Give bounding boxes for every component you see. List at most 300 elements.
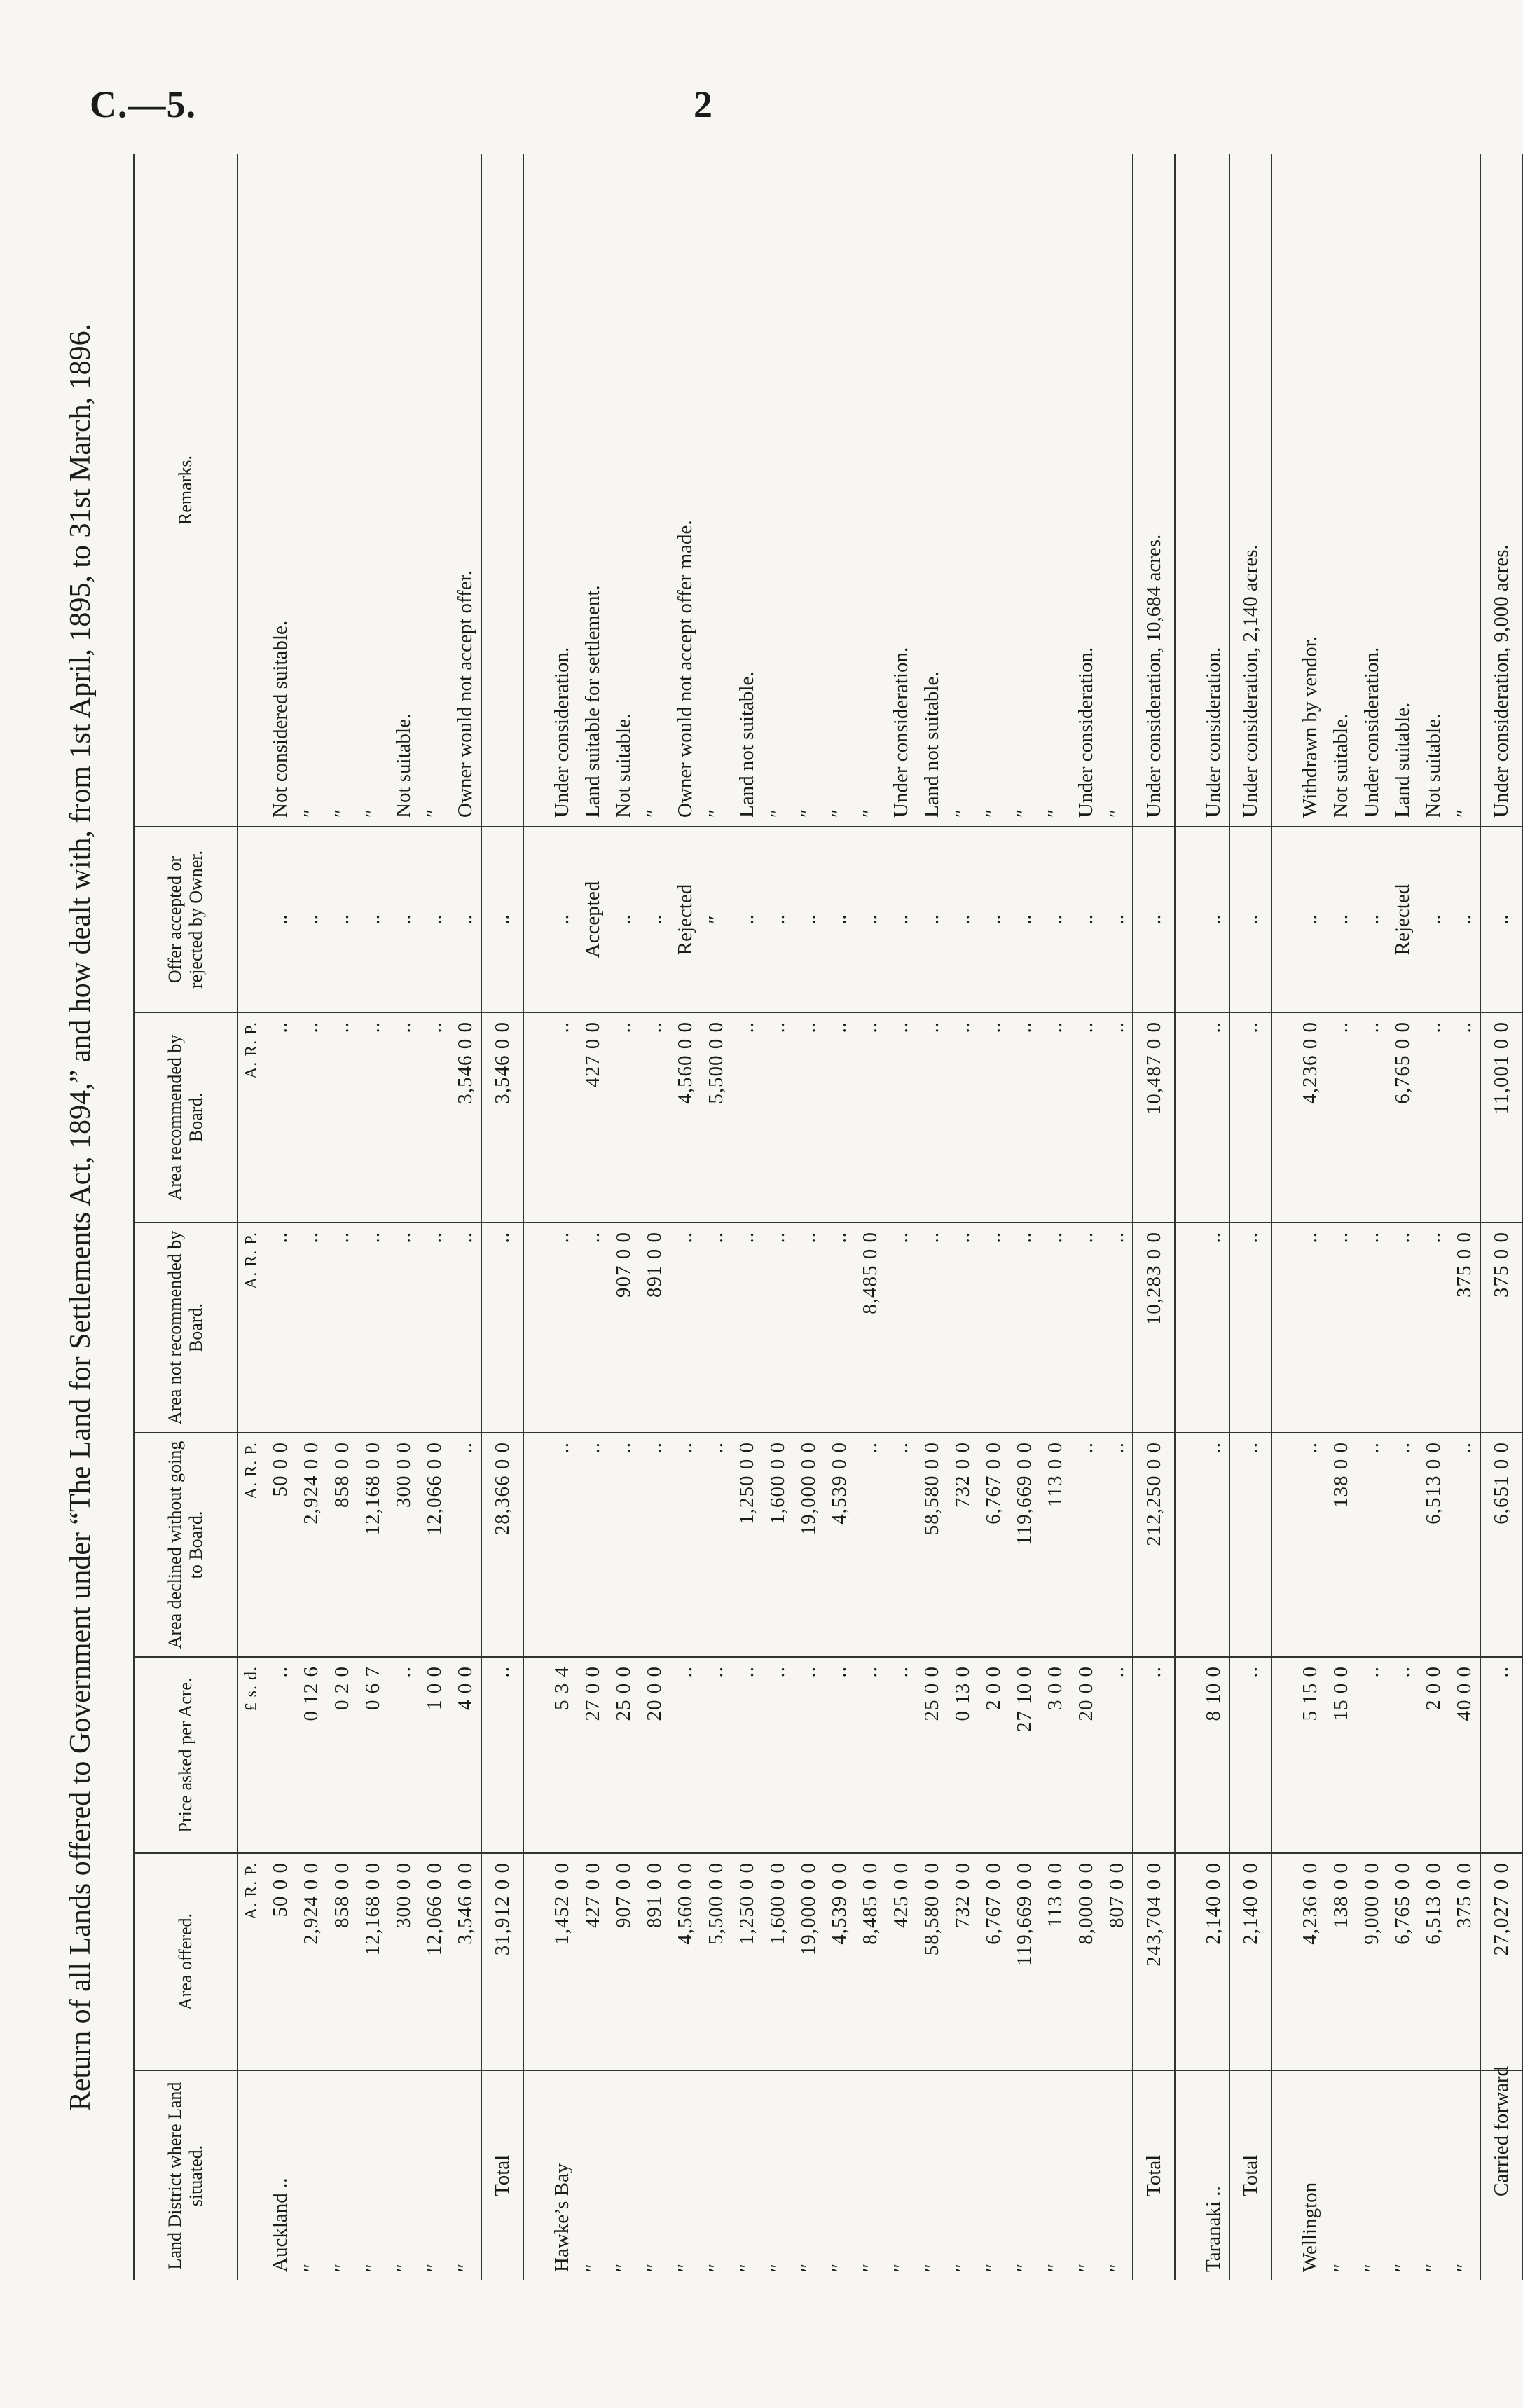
area-recommended-cell: .. — [1009, 1012, 1040, 1223]
price-cell: .. — [388, 1657, 419, 1853]
area-offered-cell: 300 0 0 — [388, 1853, 419, 2070]
table-row — [1070, 154, 1101, 2280]
spacer-cell — [1175, 2070, 1198, 2280]
area-recommended-cell: .. — [357, 1012, 388, 1223]
area-declined-cell: 28,366 0 0 — [481, 1433, 523, 1657]
spacer-cell — [1175, 1657, 1198, 1853]
offer-status-cell: .. — [1295, 827, 1325, 1012]
offer-status-cell: .. — [1480, 827, 1522, 1012]
area-recommended-cell: .. — [1229, 1012, 1272, 1223]
spacer-cell — [1175, 827, 1198, 1012]
area-declined-cell: 19,000 0 0 — [793, 1433, 824, 1657]
area-offered-cell: 50 0 0 — [265, 1853, 296, 2070]
area-recommended-cell: .. — [388, 1012, 419, 1223]
area-recommended-cell: .. — [824, 1012, 855, 1223]
area-declined-cell: .. — [1198, 1433, 1229, 1657]
area-recommended-cell: .. — [855, 1012, 885, 1223]
area-offered-cell: 2,140 0 0 — [1198, 1853, 1229, 2070]
offer-status-cell: Rejected — [1387, 827, 1418, 1012]
units-cell: A. R. P. — [237, 1012, 265, 1223]
district-cell: ″ — [1012, 2263, 1035, 2272]
district-cell: ″ — [330, 2263, 353, 2272]
remarks-cell: Under consideration. — [1198, 154, 1229, 827]
price-cell: 2 0 0 — [978, 1657, 1009, 1853]
offer-status-cell: .. — [1449, 827, 1480, 1012]
area-not-recommended-cell: .. — [978, 1223, 1009, 1433]
district-cell: ″ — [797, 2263, 820, 2272]
offer-status-cell: .. — [1009, 827, 1040, 1012]
district-cell: Total — [1133, 2070, 1175, 2280]
offer-status-cell: .. — [762, 827, 793, 1012]
district-cell: Taranaki .. — [1201, 2186, 1225, 2272]
area-recommended-cell: .. — [947, 1012, 978, 1223]
area-not-recommended-cell: .. — [1101, 1223, 1133, 1433]
offer-status-cell: .. — [1418, 827, 1449, 1012]
area-offered-cell: 31,912 0 0 — [481, 1853, 523, 2070]
area-recommended-cell: .. — [1325, 1012, 1356, 1223]
area-offered-cell: 1,452 0 0 — [546, 1853, 577, 2070]
area-not-recommended-cell: .. — [824, 1223, 855, 1433]
price-cell: .. — [1229, 1657, 1272, 1853]
price-cell: 8 10 0 — [1198, 1657, 1229, 1853]
area-offered-cell: 425 0 0 — [885, 1853, 916, 2070]
offer-status-cell: .. — [1325, 827, 1356, 1012]
offer-status-cell: .. — [885, 827, 916, 1012]
area-not-recommended-cell: .. — [1325, 1223, 1356, 1433]
area-not-recommended-cell: .. — [947, 1223, 978, 1433]
table-row — [608, 154, 639, 2280]
price-cell: .. — [824, 1657, 855, 1853]
district-cell: ″ — [1391, 2263, 1414, 2272]
table-row — [1387, 154, 1418, 2280]
table-row — [731, 154, 762, 2280]
area-declined-cell: .. — [670, 1433, 701, 1657]
area-recommended-cell: .. — [1356, 1012, 1387, 1223]
table-row — [762, 154, 793, 2280]
remarks-cell: Under consideration. — [1356, 154, 1387, 827]
area-offered-cell: 12,168 0 0 — [357, 1853, 388, 2070]
price-cell: .. — [762, 1657, 793, 1853]
area-declined-cell: 1,600 0 0 — [762, 1433, 793, 1657]
offer-status-cell: .. — [824, 827, 855, 1012]
total-row — [1133, 154, 1175, 2280]
remarks-cell: Not suitable. — [1325, 154, 1356, 827]
district-cell: Auckland .. — [268, 2177, 291, 2272]
spacer-cell — [523, 1657, 546, 1853]
price-cell: 0 2 0 — [326, 1657, 357, 1853]
spacer-cell — [523, 1853, 546, 2070]
remarks-cell: Land not suitable. — [916, 154, 947, 827]
offer-status-cell: .. — [916, 827, 947, 1012]
district-cell: ″ — [581, 2263, 604, 2272]
area-offered-cell: 27,027 0 0 — [1480, 1853, 1522, 2070]
area-offered-cell: 807 0 0 — [1101, 1853, 1133, 2070]
area-recommended-cell: 10,487 0 0 — [1133, 1012, 1175, 1223]
district-cell: ″ — [1074, 2263, 1097, 2272]
rotated-table-page — [49, 154, 1512, 2280]
price-cell: .. — [1480, 1657, 1522, 1853]
col-header-area-not-recommended: Area not recommended by Board. — [134, 1223, 237, 1433]
remarks-cell: Owner would not accept offer. — [450, 154, 481, 827]
spacer-row — [1175, 154, 1198, 2280]
units-cell: A. R. P. — [237, 1433, 265, 1657]
table-row — [639, 154, 670, 2280]
remarks-cell: ″ — [1040, 154, 1070, 827]
table-row — [1009, 154, 1040, 2280]
spacer-cell — [1272, 1657, 1295, 1853]
price-cell: 3 0 0 — [1040, 1657, 1070, 1853]
price-cell: 2 0 0 — [1418, 1657, 1449, 1853]
remarks-cell: Under consideration. — [546, 154, 577, 827]
offer-status-cell: .. — [419, 827, 450, 1012]
spacer-cell — [1272, 1223, 1295, 1433]
remarks-cell: Under consideration, 9,000 acres. — [1480, 154, 1522, 827]
area-not-recommended-cell: .. — [388, 1223, 419, 1433]
table-row — [1198, 154, 1229, 2280]
table-row — [701, 154, 731, 2280]
price-cell: 5 15 0 — [1295, 1657, 1325, 1853]
table-row — [978, 154, 1009, 2280]
area-not-recommended-cell: .. — [885, 1223, 916, 1433]
price-cell: .. — [701, 1657, 731, 1853]
area-recommended-cell: 4,236 0 0 — [1295, 1012, 1325, 1223]
area-declined-cell: .. — [608, 1433, 639, 1657]
table-row — [296, 154, 326, 2280]
price-cell: 5 3 4 — [546, 1657, 577, 1853]
price-cell: .. — [793, 1657, 824, 1853]
district-cell: Wellington — [1298, 2182, 1321, 2272]
column-header-row — [134, 154, 237, 2280]
area-recommended-cell: 3,546 0 0 — [481, 1012, 523, 1223]
district-cell: Hawke’s Bay — [550, 2163, 573, 2272]
area-offered-cell: 891 0 0 — [639, 1853, 670, 2070]
area-recommended-cell: 5,500 0 0 — [701, 1012, 731, 1223]
area-declined-cell: 113 0 0 — [1040, 1433, 1070, 1657]
offer-status-cell: .. — [1356, 827, 1387, 1012]
table-body — [237, 154, 1522, 2280]
area-offered-cell: 2,140 0 0 — [1229, 1853, 1272, 2070]
area-offered-cell: 12,066 0 0 — [419, 1853, 450, 2070]
area-not-recommended-cell: .. — [916, 1223, 947, 1433]
area-offered-cell: 3,546 0 0 — [450, 1853, 481, 2070]
area-declined-cell: .. — [1387, 1433, 1418, 1657]
price-cell: .. — [1387, 1657, 1418, 1853]
district-cell: ″ — [735, 2263, 758, 2272]
area-not-recommended-cell: .. — [1418, 1223, 1449, 1433]
area-not-recommended-cell: 891 0 0 — [639, 1223, 670, 1433]
table-row — [577, 154, 608, 2280]
area-recommended-cell: .. — [916, 1012, 947, 1223]
area-recommended-cell: .. — [978, 1012, 1009, 1223]
table-row — [793, 154, 824, 2280]
price-cell: .. — [265, 1657, 296, 1853]
spacer-cell — [523, 2070, 546, 2280]
area-declined-cell: 4,539 0 0 — [824, 1433, 855, 1657]
district-cell: ″ — [889, 2263, 912, 2272]
area-offered-cell: 119,669 0 0 — [1009, 1853, 1040, 2070]
page-number: 2 — [694, 83, 712, 125]
area-recommended-cell: 3,546 0 0 — [450, 1012, 481, 1223]
offer-status-cell: .. — [1101, 827, 1133, 1012]
remarks-cell: ″ — [824, 154, 855, 827]
area-recommended-cell: .. — [326, 1012, 357, 1223]
area-not-recommended-cell: .. — [1009, 1223, 1040, 1433]
area-recommended-cell: .. — [793, 1012, 824, 1223]
area-offered-cell: 4,560 0 0 — [670, 1853, 701, 2070]
area-declined-cell: .. — [639, 1433, 670, 1657]
document-reference: C.—5. — [90, 83, 196, 125]
area-not-recommended-cell: .. — [546, 1223, 577, 1433]
spacer-cell — [1175, 1433, 1198, 1657]
area-declined-cell: .. — [1229, 1433, 1272, 1657]
table-row — [885, 154, 916, 2280]
area-recommended-cell: 427 0 0 — [577, 1012, 608, 1223]
area-recommended-cell: .. — [296, 1012, 326, 1223]
area-not-recommended-cell: .. — [1295, 1223, 1325, 1433]
area-declined-cell: 119,669 0 0 — [1009, 1433, 1040, 1657]
area-offered-cell: 113 0 0 — [1040, 1853, 1070, 2070]
area-declined-cell: .. — [577, 1433, 608, 1657]
remarks-cell: ″ — [855, 154, 885, 827]
spacer-cell — [523, 1012, 546, 1223]
area-recommended-cell: .. — [1070, 1012, 1101, 1223]
offer-status-cell: .. — [608, 827, 639, 1012]
area-offered-cell: 8,485 0 0 — [855, 1853, 885, 2070]
offer-status-cell: .. — [1198, 827, 1229, 1012]
district-cell: ″ — [642, 2263, 666, 2272]
price-cell: 0 12 6 — [296, 1657, 326, 1853]
remarks-cell: ″ — [978, 154, 1009, 827]
spacer-cell — [1272, 1853, 1295, 2070]
price-cell: 4 0 0 — [450, 1657, 481, 1853]
table-row — [546, 154, 577, 2280]
remarks-cell: Not considered suitable. — [265, 154, 296, 827]
district-cell: ″ — [299, 2263, 322, 2272]
district-cell: ″ — [361, 2263, 384, 2272]
remarks-cell: Under consideration, 2,140 acres. — [1229, 154, 1272, 827]
area-recommended-cell: .. — [762, 1012, 793, 1223]
price-cell: .. — [731, 1657, 762, 1853]
area-offered-cell: 9,000 0 0 — [1356, 1853, 1387, 2070]
area-declined-cell: .. — [1101, 1433, 1133, 1657]
remarks-cell: ″ — [947, 154, 978, 827]
area-offered-cell: 732 0 0 — [947, 1853, 978, 2070]
table-row — [1449, 154, 1480, 2280]
table-row — [855, 154, 885, 2280]
area-declined-cell: 732 0 0 — [947, 1433, 978, 1657]
area-not-recommended-cell: .. — [762, 1223, 793, 1433]
district-cell: ″ — [1043, 2263, 1066, 2272]
area-offered-cell: 6,513 0 0 — [1418, 1853, 1449, 2070]
area-recommended-cell: .. — [1198, 1012, 1229, 1223]
price-cell: 20 0 0 — [639, 1657, 670, 1853]
area-declined-cell: 6,651 0 0 — [1480, 1433, 1522, 1657]
remarks-cell: ″ — [1449, 154, 1480, 827]
area-offered-cell: 6,765 0 0 — [1387, 1853, 1418, 2070]
spacer-cell — [1272, 827, 1295, 1012]
total-row — [1480, 154, 1522, 2280]
remarks-cell: Not suitable. — [388, 154, 419, 827]
area-declined-cell: 2,924 0 0 — [296, 1433, 326, 1657]
remarks-cell: ″ — [762, 154, 793, 827]
district-cell: ″ — [858, 2263, 881, 2272]
area-declined-cell: .. — [1295, 1433, 1325, 1657]
area-offered-cell: 5,500 0 0 — [701, 1853, 731, 2070]
remarks-cell: Land suitable. — [1387, 154, 1418, 827]
area-declined-cell: 12,168 0 0 — [357, 1433, 388, 1657]
spacer-cell — [1175, 1012, 1198, 1223]
area-declined-cell: 138 0 0 — [1325, 1433, 1356, 1657]
table-row — [450, 154, 481, 2280]
offer-status-cell: .. — [388, 827, 419, 1012]
area-not-recommended-cell: .. — [481, 1223, 523, 1433]
area-offered-cell: 58,580 0 0 — [916, 1853, 947, 2070]
area-not-recommended-cell: .. — [326, 1223, 357, 1433]
price-cell: 0 13 0 — [947, 1657, 978, 1853]
area-declined-cell: 12,066 0 0 — [419, 1433, 450, 1657]
spacer-cell — [523, 827, 546, 1012]
col-header-area-recommended: Area recommended by Board. — [134, 1012, 237, 1223]
district-cell: ″ — [1105, 2263, 1128, 2272]
price-cell: 27 10 0 — [1009, 1657, 1040, 1853]
units-cell — [237, 827, 265, 1012]
offer-status-cell: .. — [265, 827, 296, 1012]
area-offered-cell: 1,250 0 0 — [731, 1853, 762, 2070]
district-cell: Total — [1229, 2070, 1272, 2280]
area-recommended-cell: .. — [885, 1012, 916, 1223]
area-not-recommended-cell: .. — [731, 1223, 762, 1433]
offer-status-cell: .. — [1070, 827, 1101, 1012]
return-title: Return of all Lands offered to Government under “The Land for Settlements Act, 1894,” and how dealt with, from 1st April, 1895, to 31st March, 1896. — [64, 323, 97, 2112]
table-row — [419, 154, 450, 2280]
land-offers-table — [133, 154, 1523, 2280]
area-not-recommended-cell: 907 0 0 — [608, 1223, 639, 1433]
price-cell: 1 0 0 — [419, 1657, 450, 1853]
units-cell: A. R. P. — [237, 1223, 265, 1433]
remarks-cell: ″ — [357, 154, 388, 827]
price-cell: .. — [1133, 1657, 1175, 1853]
area-not-recommended-cell: .. — [1387, 1223, 1418, 1433]
price-cell: 40 0 0 — [1449, 1657, 1480, 1853]
remarks-cell: ″ — [639, 154, 670, 827]
area-recommended-cell: .. — [265, 1012, 296, 1223]
remarks-cell: Under consideration. — [885, 154, 916, 827]
spacer-cell — [523, 154, 546, 827]
units-cell: A. R. P. — [237, 1853, 265, 2070]
offer-status-cell: .. — [731, 827, 762, 1012]
price-cell: .. — [885, 1657, 916, 1853]
price-cell: .. — [1356, 1657, 1387, 1853]
offer-status-cell: .. — [947, 827, 978, 1012]
area-declined-cell: .. — [1356, 1433, 1387, 1657]
area-not-recommended-cell: .. — [1040, 1223, 1070, 1433]
area-not-recommended-cell: 8,485 0 0 — [855, 1223, 885, 1433]
area-not-recommended-cell: 10,283 0 0 — [1133, 1223, 1175, 1433]
table-row — [1040, 154, 1070, 2280]
spacer-row — [1272, 154, 1295, 2280]
district-cell: ″ — [704, 2263, 727, 2272]
area-declined-cell: 6,767 0 0 — [978, 1433, 1009, 1657]
spacer-cell — [1175, 1853, 1198, 2070]
area-offered-cell: 4,236 0 0 — [1295, 1853, 1325, 2070]
price-cell: 25 0 0 — [608, 1657, 639, 1853]
area-recommended-cell: .. — [1449, 1012, 1480, 1223]
area-recommended-cell: .. — [731, 1012, 762, 1223]
area-not-recommended-cell: .. — [670, 1223, 701, 1433]
col-header-area-declined: Area declined without going to Board. — [134, 1433, 237, 1657]
spacer-cell — [523, 1433, 546, 1657]
area-offered-cell: 858 0 0 — [326, 1853, 357, 2070]
area-offered-cell: 243,704 0 0 — [1133, 1853, 1175, 2070]
area-not-recommended-cell: .. — [450, 1223, 481, 1433]
area-declined-cell: 6,513 0 0 — [1418, 1433, 1449, 1657]
col-header-price-asked: Price asked per Acre. — [134, 1657, 237, 1853]
offer-status-cell: .. — [357, 827, 388, 1012]
offer-status-cell: .. — [296, 827, 326, 1012]
district-cell: ″ — [1360, 2263, 1383, 2272]
district-cell: Carried forward — [1480, 2070, 1522, 2280]
remarks-cell: ″ — [793, 154, 824, 827]
district-cell: ″ — [981, 2263, 1005, 2272]
district-cell: ″ — [1329, 2263, 1352, 2272]
offer-status-cell: .. — [326, 827, 357, 1012]
units-cell — [237, 2070, 265, 2280]
units-row — [237, 154, 265, 2280]
area-declined-cell: 58,580 0 0 — [916, 1433, 947, 1657]
area-offered-cell: 8,000 0 0 — [1070, 1853, 1101, 2070]
district-cell: ″ — [766, 2263, 789, 2272]
offer-status-cell: .. — [1229, 827, 1272, 1012]
area-offered-cell: 6,767 0 0 — [978, 1853, 1009, 2070]
district-cell: ″ — [951, 2263, 974, 2272]
area-declined-cell: .. — [885, 1433, 916, 1657]
area-not-recommended-cell: .. — [1229, 1223, 1272, 1433]
district-cell: ″ — [392, 2263, 415, 2272]
district-cell: ″ — [422, 2263, 446, 2272]
district-cell: ″ — [612, 2263, 635, 2272]
spacer-row — [523, 154, 546, 2280]
table-row — [947, 154, 978, 2280]
remarks-cell: ″ — [1101, 154, 1133, 827]
spacer-cell — [1272, 2070, 1295, 2280]
units-cell: £ s. d. — [237, 1657, 265, 1853]
area-declined-cell: .. — [855, 1433, 885, 1657]
area-recommended-cell: .. — [546, 1012, 577, 1223]
remarks-cell: Not suitable. — [608, 154, 639, 827]
offer-status-cell: Rejected — [670, 827, 701, 1012]
area-not-recommended-cell: .. — [793, 1223, 824, 1433]
district-cell: ″ — [827, 2263, 850, 2272]
table-row — [1356, 154, 1387, 2280]
area-recommended-cell: .. — [1101, 1012, 1133, 1223]
price-cell: 0 6 7 — [357, 1657, 388, 1853]
price-cell: 15 0 0 — [1325, 1657, 1356, 1853]
table-row — [265, 154, 296, 2280]
district-cell: ″ — [673, 2263, 696, 2272]
area-declined-cell: 858 0 0 — [326, 1433, 357, 1657]
offer-status-cell: .. — [978, 827, 1009, 1012]
spacer-cell — [1175, 154, 1198, 827]
price-cell: .. — [855, 1657, 885, 1853]
price-cell: .. — [1101, 1657, 1133, 1853]
area-not-recommended-cell: .. — [1356, 1223, 1387, 1433]
table-row — [1295, 154, 1325, 2280]
area-not-recommended-cell: .. — [701, 1223, 731, 1433]
spacer-cell — [1272, 1012, 1295, 1223]
total-row — [481, 154, 523, 2280]
area-recommended-cell: 4,560 0 0 — [670, 1012, 701, 1223]
area-declined-cell: .. — [546, 1433, 577, 1657]
